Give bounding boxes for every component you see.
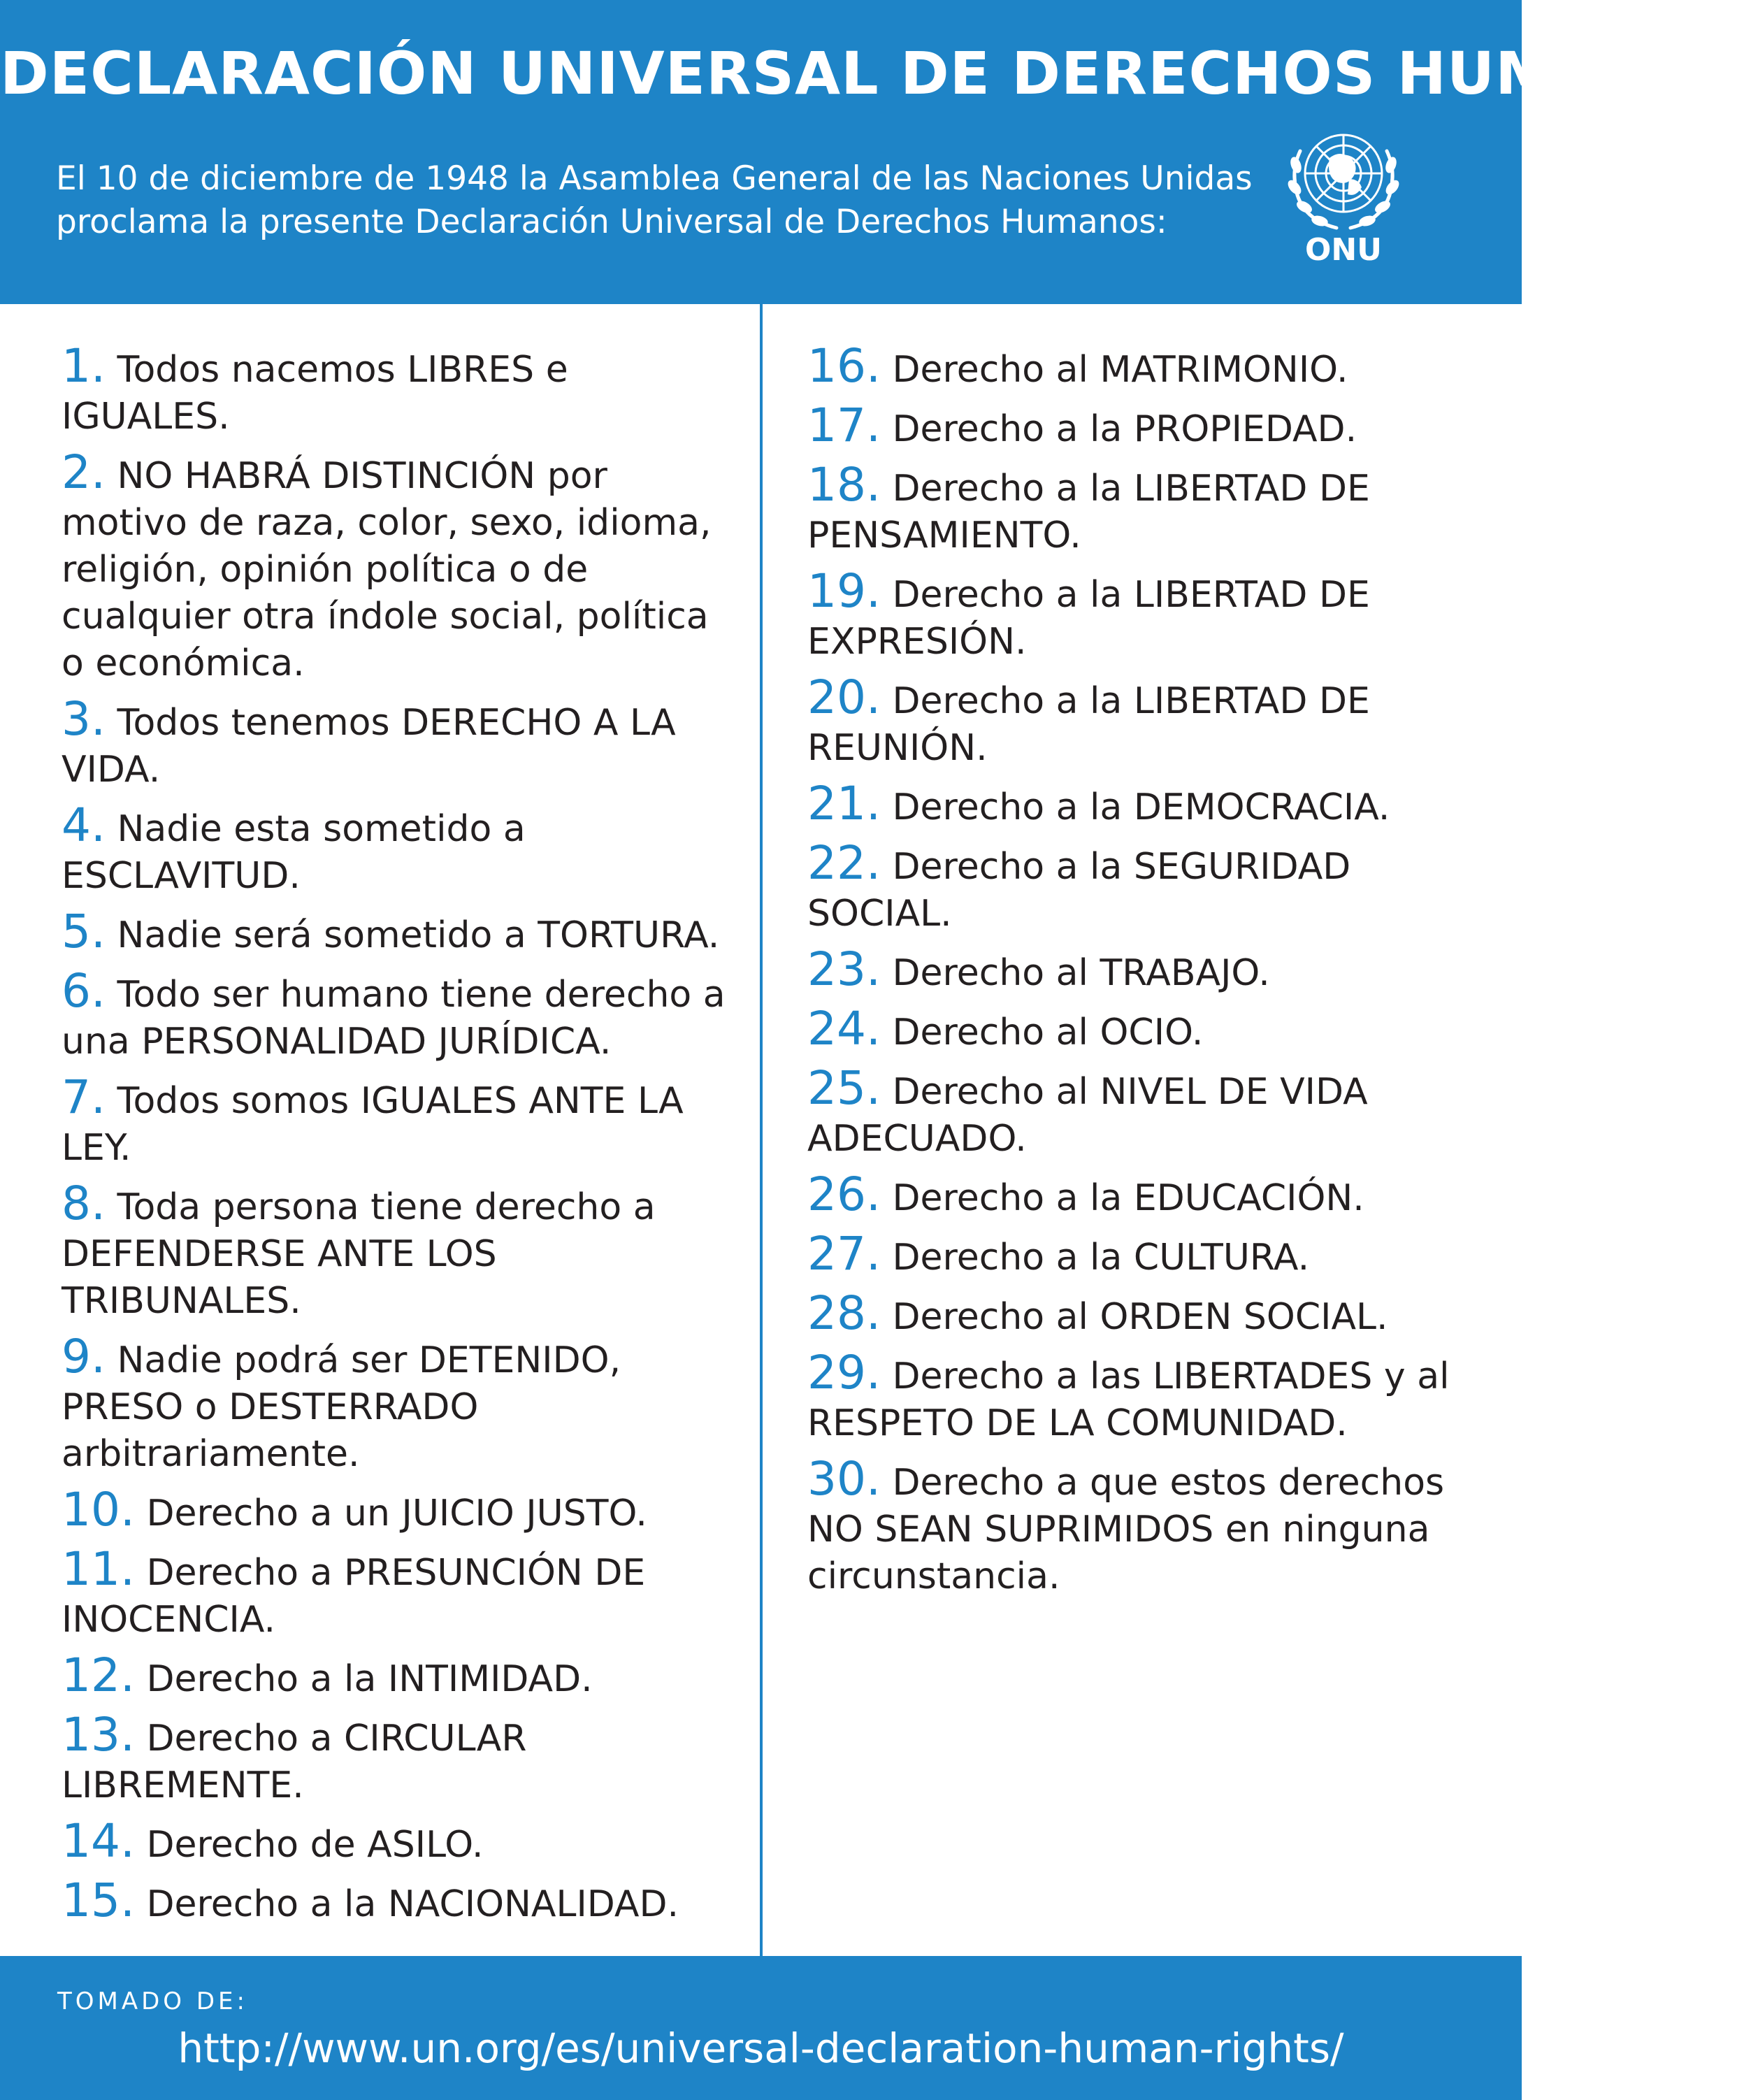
right-text: Derecho a la LIBERTAD DE REUNIÓN. bbox=[807, 680, 1370, 769]
rights-list-left bbox=[62, 339, 733, 1936]
intro-line-2: proclama la presente Declaración Universal de Derechos Humanos: bbox=[56, 203, 1167, 241]
right-number: 5. bbox=[62, 905, 106, 958]
intro-text bbox=[56, 157, 1286, 244]
right-number: 16. bbox=[807, 339, 881, 393]
right-text: Derecho a la NACIONALIDAD. bbox=[146, 1883, 679, 1925]
right-text: Nadie podrá ser DETENIDO, PRESO o DESTERRADO arbitrariamente. bbox=[62, 1339, 621, 1475]
right-item bbox=[62, 1814, 733, 1869]
source-label: TOMADO DE: bbox=[57, 1987, 248, 2015]
right-item bbox=[62, 1648, 733, 1703]
right-item bbox=[807, 777, 1485, 831]
right-item bbox=[62, 1070, 733, 1172]
right-item bbox=[807, 1452, 1485, 1600]
right-item bbox=[62, 1542, 733, 1644]
right-text: Toda persona tiene derecho a DEFENDERSE ANTE LOS TRIBUNALES. bbox=[62, 1186, 656, 1322]
right-text: Nadie esta sometido a ESCLAVITUD. bbox=[62, 808, 526, 897]
right-item bbox=[807, 458, 1485, 559]
column-divider bbox=[760, 304, 763, 1956]
right-number: 29. bbox=[807, 1346, 881, 1400]
right-item bbox=[62, 1330, 733, 1478]
right-number: 25. bbox=[807, 1061, 881, 1115]
right-number: 22. bbox=[807, 836, 881, 890]
right-text: Derecho al MATRIMONIO. bbox=[892, 349, 1348, 391]
right-item bbox=[807, 942, 1485, 997]
right-item bbox=[62, 692, 733, 793]
right-number: 19. bbox=[807, 564, 881, 618]
right-text: Derecho a PRESUNCIÓN DE INOCENCIA. bbox=[62, 1552, 646, 1641]
right-item bbox=[807, 1002, 1485, 1056]
right-item bbox=[807, 398, 1485, 453]
right-text: Derecho a que estos derechos NO SEAN SUPRIMIDOS en ninguna circunstancia. bbox=[807, 1462, 1445, 1597]
right-item bbox=[807, 1346, 1485, 1447]
right-number: 7. bbox=[62, 1070, 106, 1124]
right-number: 24. bbox=[807, 1002, 881, 1056]
right-number: 27. bbox=[807, 1227, 881, 1281]
right-item bbox=[807, 836, 1485, 937]
right-number: 21. bbox=[807, 777, 881, 830]
right-number: 23. bbox=[807, 942, 881, 996]
right-text: Todo ser humano tiene derecho a una PERSONALIDAD JURÍDICA. bbox=[62, 974, 726, 1063]
right-number: 3. bbox=[62, 692, 106, 746]
intro-line-1: El 10 de diciembre de 1948 la Asamblea General de las Naciones Unidas bbox=[56, 159, 1253, 198]
right-text: Derecho a CIRCULAR LIBREMENTE. bbox=[62, 1718, 527, 1806]
right-text: Derecho a un JUICIO JUSTO. bbox=[146, 1493, 647, 1534]
right-item bbox=[807, 670, 1485, 772]
right-number: 13. bbox=[62, 1708, 135, 1762]
right-item bbox=[62, 1874, 733, 1928]
right-item bbox=[807, 1227, 1485, 1281]
source-link[interactable]: http://www.un.org/es/universal-declaration-human-rights/ bbox=[178, 2025, 1344, 2072]
right-text: Derecho a las LIBERTADES y al RESPETO DE LA COMUNIDAD. bbox=[807, 1355, 1450, 1444]
right-text: Derecho a la EDUCACIÓN. bbox=[892, 1177, 1364, 1219]
right-number: 12. bbox=[62, 1648, 135, 1702]
right-text: Derecho al NIVEL DE VIDA ADECUADO. bbox=[807, 1071, 1368, 1160]
right-text: Derecho al ORDEN SOCIAL. bbox=[892, 1296, 1388, 1338]
right-text: NO HABRÁ DISTINCIÓN por motivo de raza, color, sexo, idioma, religión, opinión política o de cualquier otra índole social, política o económica. bbox=[62, 455, 712, 684]
right-item bbox=[62, 1708, 733, 1809]
right-number: 10. bbox=[62, 1483, 135, 1537]
right-number: 20. bbox=[807, 670, 881, 724]
right-number: 17. bbox=[807, 398, 881, 452]
right-item bbox=[62, 964, 733, 1065]
right-number: 30. bbox=[807, 1452, 881, 1506]
right-text: Todos nacemos LIBRES e IGUALES. bbox=[62, 349, 568, 438]
right-text: Derecho a la SEGURIDAD SOCIAL. bbox=[807, 846, 1351, 935]
right-item bbox=[807, 564, 1485, 666]
right-number: 1. bbox=[62, 339, 106, 393]
right-item bbox=[62, 1483, 733, 1537]
right-text: Derecho al TRABAJO. bbox=[892, 952, 1270, 994]
right-text: Derecho a la CULTURA. bbox=[892, 1237, 1310, 1279]
right-item bbox=[62, 905, 733, 959]
right-item bbox=[62, 798, 733, 900]
right-number: 14. bbox=[62, 1814, 135, 1868]
right-text: Derecho a la DEMOCRACIA. bbox=[892, 786, 1390, 828]
right-text: Todos tenemos DERECHO A LA VIDA. bbox=[62, 702, 676, 791]
right-text: Nadie será sometido a TORTURA. bbox=[117, 914, 720, 956]
right-number: 11. bbox=[62, 1542, 135, 1596]
right-text: Derecho a la INTIMIDAD. bbox=[146, 1658, 593, 1700]
onu-label: ONU bbox=[1305, 232, 1382, 268]
right-text: Todos somos IGUALES ANTE LA LEY. bbox=[62, 1080, 684, 1169]
right-number: 8. bbox=[62, 1177, 106, 1230]
right-text: Derecho al OCIO. bbox=[892, 1012, 1204, 1053]
right-item bbox=[62, 339, 733, 440]
right-number: 6. bbox=[62, 964, 106, 1018]
page-title: DECLARACIÓN UNIVERSAL DE DERECHOS HUMANOS bbox=[0, 39, 1744, 108]
right-text: Derecho a la LIBERTAD DE PENSAMIENTO. bbox=[807, 468, 1370, 556]
right-item bbox=[62, 1177, 733, 1325]
right-text: Derecho de ASILO. bbox=[146, 1824, 484, 1866]
right-number: 15. bbox=[62, 1874, 135, 1927]
right-number: 4. bbox=[62, 798, 106, 852]
right-number: 2. bbox=[62, 445, 106, 499]
right-item bbox=[807, 1061, 1485, 1163]
right-item bbox=[807, 1286, 1485, 1341]
right-text: Derecho a la LIBERTAD DE EXPRESIÓN. bbox=[807, 574, 1370, 663]
right-number: 18. bbox=[807, 458, 881, 512]
right-item bbox=[62, 445, 733, 687]
rights-list-right bbox=[807, 339, 1485, 1609]
right-item bbox=[807, 1167, 1485, 1222]
right-number: 26. bbox=[807, 1167, 881, 1221]
right-number: 28. bbox=[807, 1286, 881, 1340]
right-item bbox=[807, 339, 1485, 394]
right-text: Derecho a la PROPIEDAD. bbox=[892, 408, 1357, 450]
right-number: 9. bbox=[62, 1330, 106, 1383]
